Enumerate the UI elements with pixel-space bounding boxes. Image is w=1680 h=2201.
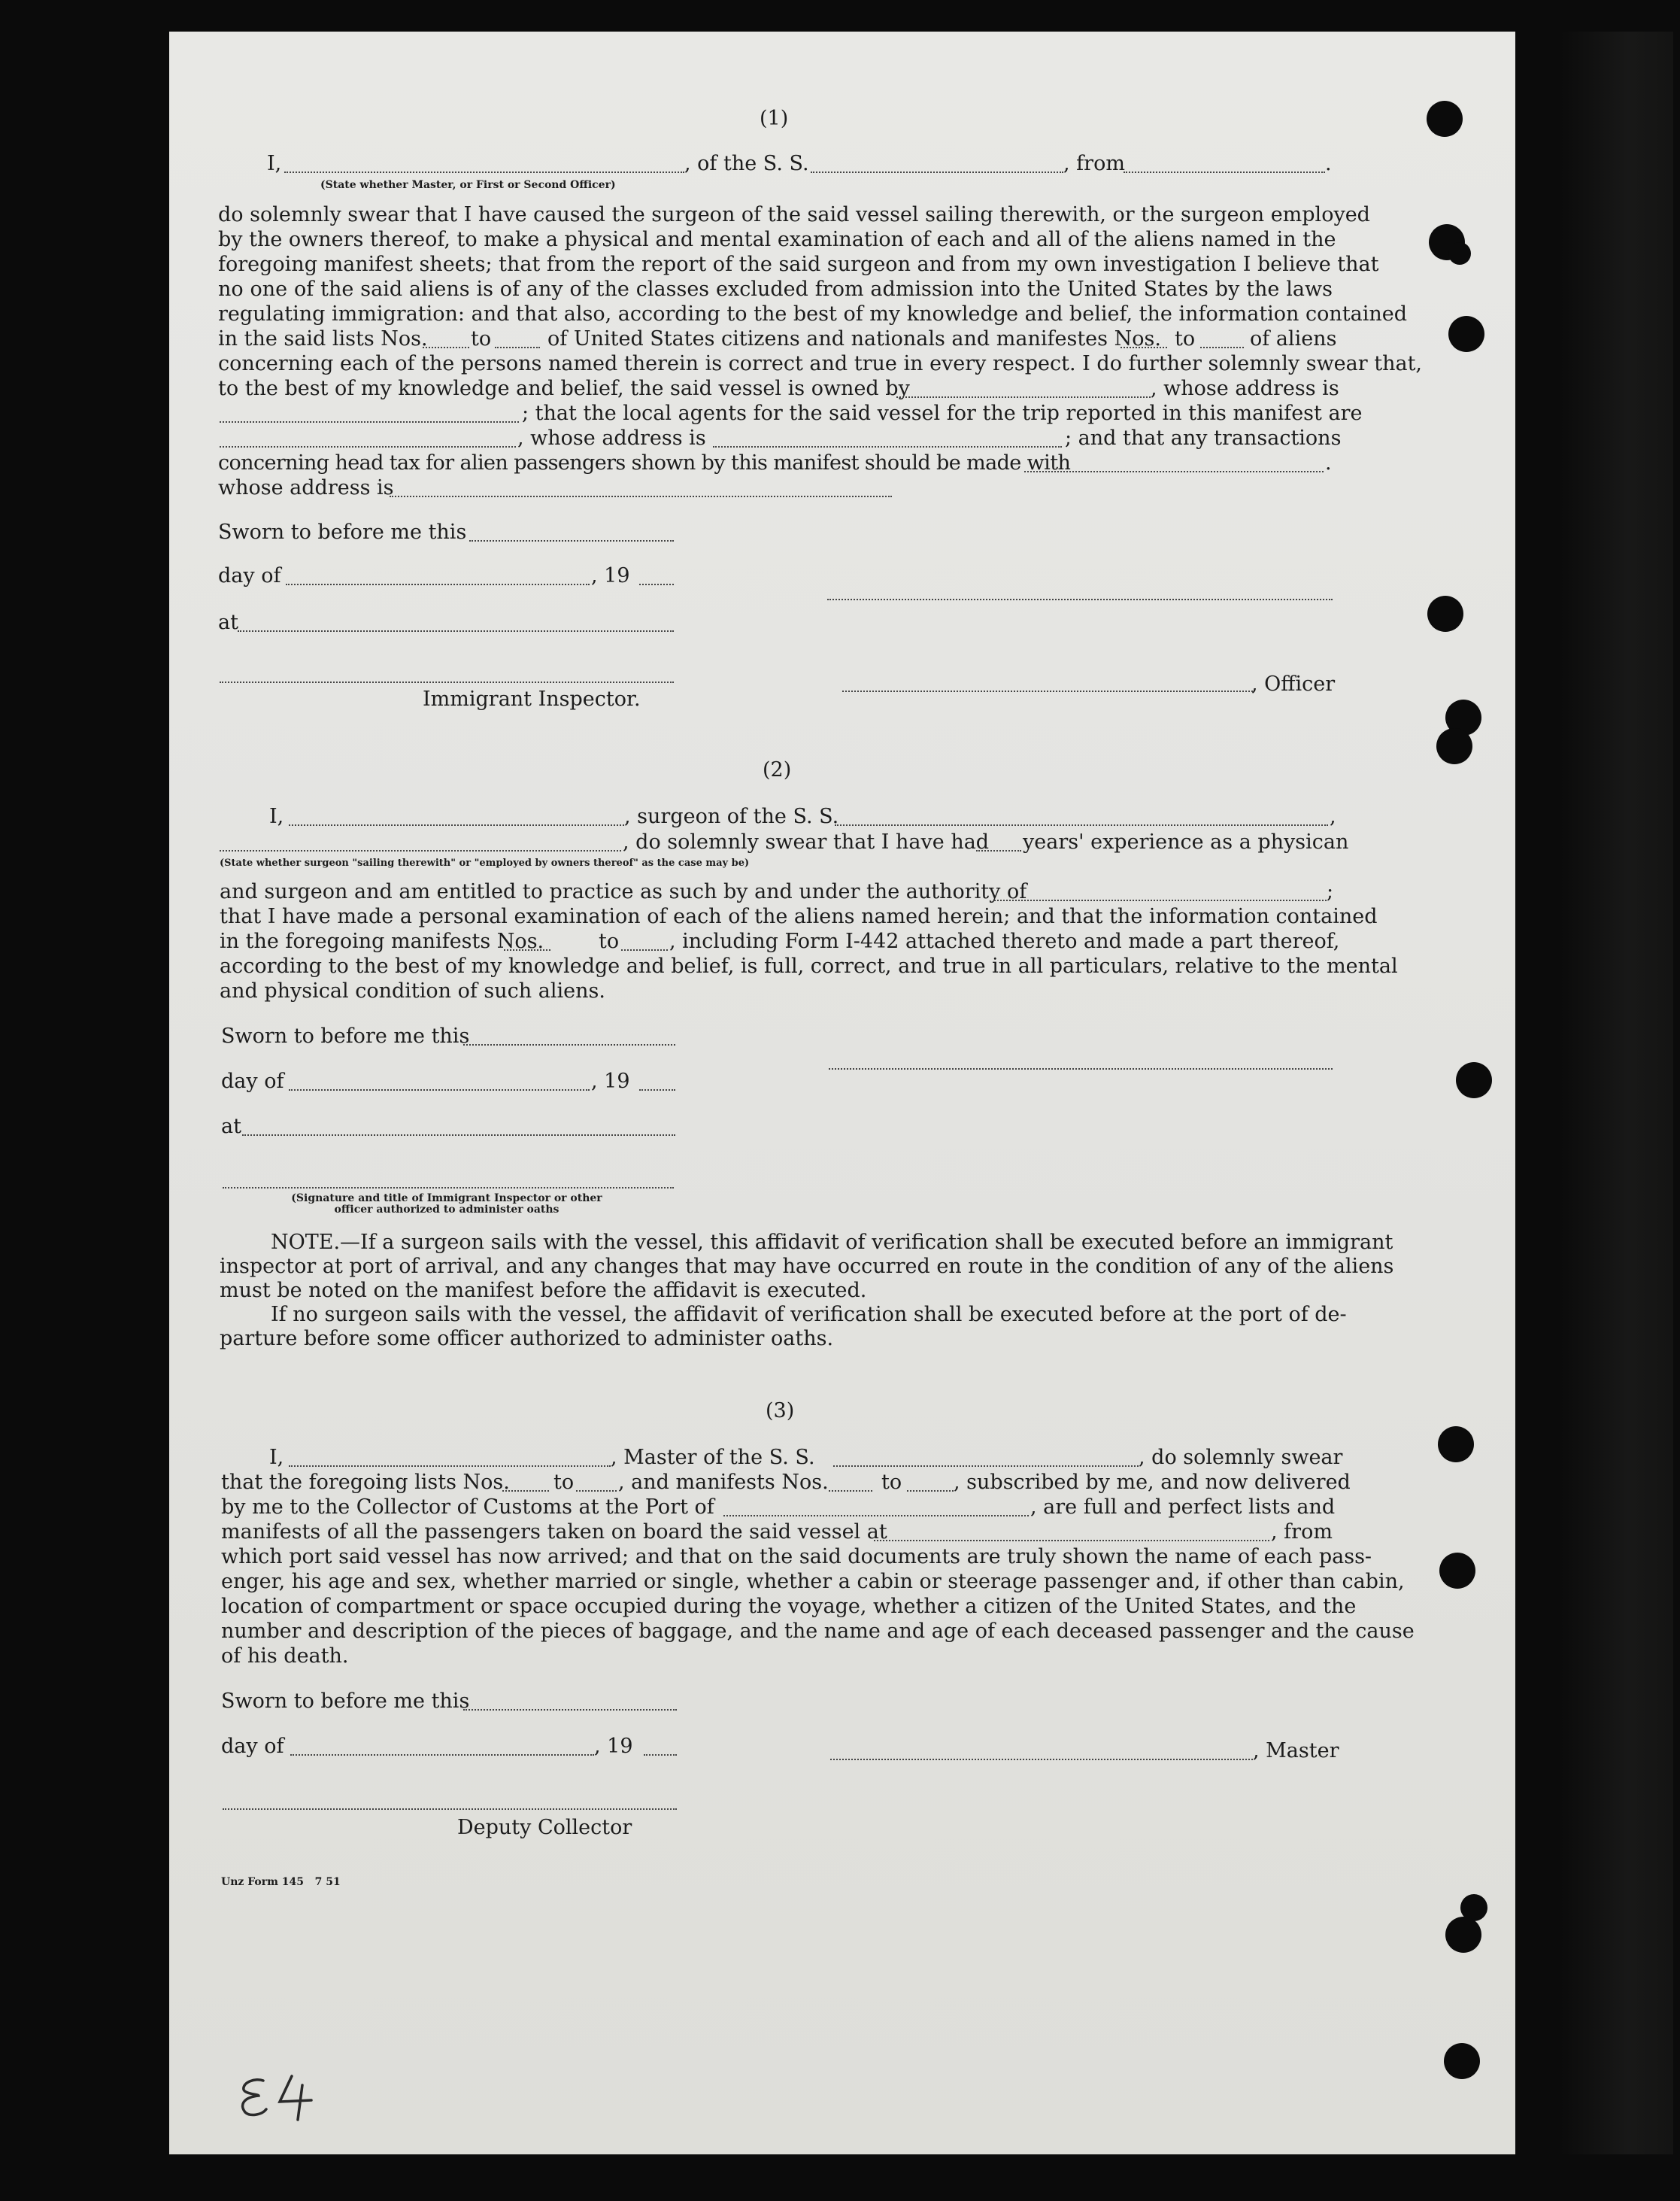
- s2-para-line: and physical condition of such aliens.: [220, 979, 605, 1003]
- s1-note-master: (State whether Master, or First or Second Officer): [320, 179, 616, 191]
- s2-authority-label: and surgeon and am entitled to practice as such by and under the authority of: [220, 880, 1027, 903]
- s3-para-line: number and description of the pieces of baggage, and the name and age of each deceased passenger and the cause: [221, 1620, 1415, 1643]
- s1-headtax-end: .: [1325, 451, 1332, 475]
- s3-port-label: by me to the Collector of Customs at the Port of: [221, 1495, 714, 1519]
- s1-officer-sig-line-top: [827, 599, 1333, 600]
- s1-day-line: [286, 584, 590, 585]
- s3-year-label: , 19: [594, 1735, 633, 1758]
- punch-hole: [1456, 1062, 1492, 1098]
- s1-aliens-label: of aliens: [1250, 327, 1337, 351]
- s2-sworn-label: Sworn to before me this: [221, 1025, 470, 1048]
- s3-para-line: location of compartment or space occupied during the voyage, whether a citizen of the United States, and the: [221, 1595, 1357, 1618]
- s2-year-line: [639, 1089, 675, 1091]
- s3-to-label-2: to: [881, 1471, 902, 1494]
- s3-i-label: I,: [269, 1446, 284, 1469]
- s2-para-line: that I have made a personal examination of each of the aliens named herein; and that the information contained: [220, 905, 1378, 928]
- s2-year-label: , 19: [591, 1070, 630, 1093]
- s2-manifests-from-line: [504, 949, 550, 951]
- s3-from-label: , from: [1271, 1520, 1333, 1544]
- s1-to-label: to: [471, 327, 492, 351]
- s3-to-label: to: [553, 1471, 575, 1494]
- s2-form-label: , including Form I-442 attached thereto and made a part thereof,: [669, 930, 1340, 953]
- s2-note-line: NOTE.—If a surgeon sails with the vessel, this affidavit of verification shall be executed before an immigrant: [271, 1231, 1393, 1254]
- s2-para-line: according to the best of my knowledge and belief, is full, correct, and true in all particulars, relative to the mental: [220, 955, 1398, 978]
- punch-hole: [1444, 2043, 1480, 2079]
- s1-para-line: regulating immigration: and that also, according to the best of my knowledge and belief, the information contained: [218, 302, 1408, 326]
- s3-para-line: of his death.: [221, 1644, 349, 1668]
- s1-headtax-label: concerning head tax for alien passengers shown by this manifest should be made with: [218, 451, 1071, 475]
- s2-dayof-label: day of: [221, 1070, 284, 1093]
- s1-year-label: , 19: [591, 564, 630, 587]
- s1-manifests-to-line: [1200, 347, 1244, 348]
- s3-para-line: which port said vessel has now arrived; and that on the said documents are truly shown the name of each pass-: [221, 1545, 1372, 1568]
- s1-agents-address-line: [713, 446, 1062, 448]
- s2-years-line: [976, 850, 1021, 852]
- s2-i-label: I,: [269, 805, 284, 828]
- s3-master-sig-line: [830, 1759, 1253, 1760]
- s1-inspector-line: [220, 682, 674, 683]
- punch-hole: [1439, 1553, 1475, 1589]
- s2-note-line: parture before some officer authorized to administer oaths.: [220, 1327, 834, 1350]
- s1-officer-line: [842, 691, 1253, 692]
- s3-boarded-label: manifests of all the passengers taken on board the said vessel at: [221, 1520, 887, 1544]
- s3-dayof-label: day of: [221, 1735, 284, 1758]
- s2-authority-line: [994, 900, 1327, 901]
- s1-from-label: , from: [1063, 152, 1125, 175]
- s3-manifests-to-line: [907, 1490, 954, 1492]
- s3-master-name-line: [289, 1465, 611, 1467]
- punch-hole: [1436, 728, 1472, 764]
- s1-para-line: do solemnly swear that I have caused the surgeon of the said vessel sailing therewith, or the surgeon employed: [218, 203, 1370, 226]
- s1-officer-name-line: [284, 172, 684, 173]
- s3-sworn-line: [463, 1709, 677, 1711]
- s3-deputy-label: Deputy Collector: [457, 1816, 632, 1839]
- s1-agents-line: [220, 446, 516, 448]
- s2-at-line: [242, 1134, 675, 1136]
- binding-strip: [1560, 32, 1673, 2154]
- punch-hole: [1427, 596, 1463, 632]
- s1-agents-address-label: , whose address is: [517, 427, 706, 450]
- s2-to-label: to: [599, 930, 620, 953]
- s3-year-line: [644, 1754, 677, 1756]
- s3-full-label: , are full and perfect lists and: [1030, 1495, 1336, 1519]
- s3-lists-label: that the foregoing lists Nos.: [221, 1471, 510, 1494]
- s1-sworn-label: Sworn to before me this: [218, 521, 467, 544]
- s3-sworn-label: Sworn to before me this: [221, 1689, 470, 1713]
- punch-hole: [1448, 316, 1484, 352]
- s1-transactions-label: ; and that any transactions: [1065, 427, 1342, 450]
- s1-para-line: by the owners thereof, to make a physical and mental examination of each and all of the aliens named in the: [218, 228, 1336, 251]
- s2-comma: ,: [1330, 805, 1336, 828]
- s3-lists-from-line: [502, 1490, 549, 1492]
- s1-at-line: [238, 630, 674, 632]
- handwritten-page-number: [233, 2070, 338, 2123]
- punch-hole: [1438, 1426, 1474, 1462]
- s3-para-line: enger, his age and sex, whether married or single, whether a cabin or steerage passenger and, if other than cabin,: [221, 1570, 1405, 1593]
- s3-vessel-line: [833, 1465, 1139, 1467]
- s1-i-label: I,: [267, 152, 282, 175]
- s3-manifests-label: , and manifests Nos.: [618, 1471, 829, 1494]
- s1-at-label: at: [218, 611, 238, 634]
- s2-surgeon-of-label: , surgeon of the S. S.: [624, 805, 839, 828]
- s1-agents-label: ; that the local agents for the said vessel for the trip reported in this manifest are: [522, 402, 1363, 425]
- s2-inspector-sig-line: [223, 1187, 674, 1189]
- s1-owner-address-label: , whose address is: [1151, 377, 1339, 400]
- s1-para-line: concerning each of the persons named therein is correct and true in every respect. I do further solemnly swear that,: [218, 352, 1423, 375]
- s2-surgeon-name-line: [289, 824, 624, 826]
- s3-master-of-label: , Master of the S. S.: [611, 1446, 815, 1469]
- punch-hole: [1445, 1917, 1481, 1953]
- s1-line-end: .: [1325, 152, 1332, 175]
- s2-swear-label: , do solemnly swear that I have had: [623, 830, 990, 854]
- s3-delivered-label: , subscribed by me, and now delivered: [954, 1471, 1351, 1494]
- s3-swear-label: , do solemnly swear: [1139, 1446, 1343, 1469]
- s3-boarded-line: [874, 1540, 1269, 1541]
- s1-headtax-line: [1024, 471, 1324, 472]
- s2-vessel-line: [835, 824, 1328, 826]
- s3-day-line: [290, 1754, 594, 1756]
- section-2-heading: (2): [763, 758, 792, 782]
- s1-year-line: [639, 584, 674, 585]
- s1-owner-address-line: [220, 421, 519, 423]
- s1-to-label-2: to: [1175, 327, 1196, 351]
- s2-semicolon: ;: [1327, 880, 1334, 903]
- s3-deputy-line: [223, 1808, 677, 1810]
- s1-owner-line: [896, 396, 1151, 398]
- s1-sworn-line: [469, 540, 674, 542]
- s1-para-line: no one of the said aliens is of any of the classes excluded from admission into the United States by the laws: [218, 278, 1333, 301]
- s2-surgeon-type-line: [220, 850, 621, 852]
- s2-sig-line: [829, 1068, 1333, 1070]
- s1-whose-address-line: [390, 496, 892, 497]
- s3-port-line: [723, 1515, 1029, 1516]
- s1-owner-label: to the best of my knowledge and belief, the said vessel is owned by: [218, 377, 910, 400]
- section-1-heading: (1): [760, 107, 789, 130]
- s1-from-line: [1124, 172, 1325, 173]
- s2-day-line: [289, 1089, 590, 1091]
- s2-sworn-line: [463, 1044, 675, 1046]
- form-id: Unz Form 145 7 51: [221, 1876, 341, 1888]
- s1-manifests-from-line: [1121, 347, 1167, 348]
- s2-note-line: must be noted on the manifest before the affidavit is executed.: [220, 1279, 867, 1302]
- s1-citizens-label: of United States citizens and nationals and manifestes Nos.: [547, 327, 1161, 351]
- punch-hole: [1448, 242, 1471, 265]
- s1-officer-label: , Officer: [1251, 672, 1336, 696]
- section-3-heading: (3): [766, 1399, 795, 1422]
- s1-para-line: foregoing manifest sheets; that from the report of the said surgeon and from my own investigation I believe that: [218, 253, 1379, 276]
- s2-manifests-to-line: [621, 949, 668, 951]
- s3-lists-to-line: [576, 1490, 617, 1492]
- s2-manifests-label: in the foregoing manifests Nos.: [220, 930, 544, 953]
- s2-note-surgeon: (State whether surgeon "sailing therewith" or "employed by owners thereof" as the case may be): [220, 858, 750, 869]
- s2-sig-caption-2: officer authorized to administer oaths: [334, 1204, 559, 1216]
- s1-dayof-label: day of: [218, 564, 281, 587]
- s2-note-line: inspector at port of arrival, and any changes that may have occurred en route in the condition of any of the aliens: [220, 1255, 1394, 1278]
- s3-master-label: , Master: [1253, 1739, 1339, 1762]
- s3-manifests-from-line: [829, 1490, 872, 1492]
- s2-sig-caption-1: (Signature and title of Immigrant Inspector or other: [291, 1192, 602, 1204]
- s1-vessel-line: [811, 172, 1063, 173]
- s2-at-label: at: [221, 1115, 241, 1138]
- s2-note-line: If no surgeon sails with the vessel, the affidavit of verification shall be executed before at the port of de-: [271, 1303, 1347, 1326]
- s1-inspector-label: Immigrant Inspector.: [423, 688, 641, 711]
- s1-lists-from-line: [423, 347, 469, 348]
- s1-of-ss-label: , of the S. S.: [684, 152, 809, 175]
- s1-lists-label: in the said lists Nos.: [218, 327, 428, 351]
- s1-whose-address-label: whose address is: [218, 476, 394, 499]
- punch-hole: [1427, 101, 1463, 137]
- s1-lists-to-line: [495, 347, 540, 348]
- s2-experience-label: years' experience as a physican: [1023, 830, 1349, 854]
